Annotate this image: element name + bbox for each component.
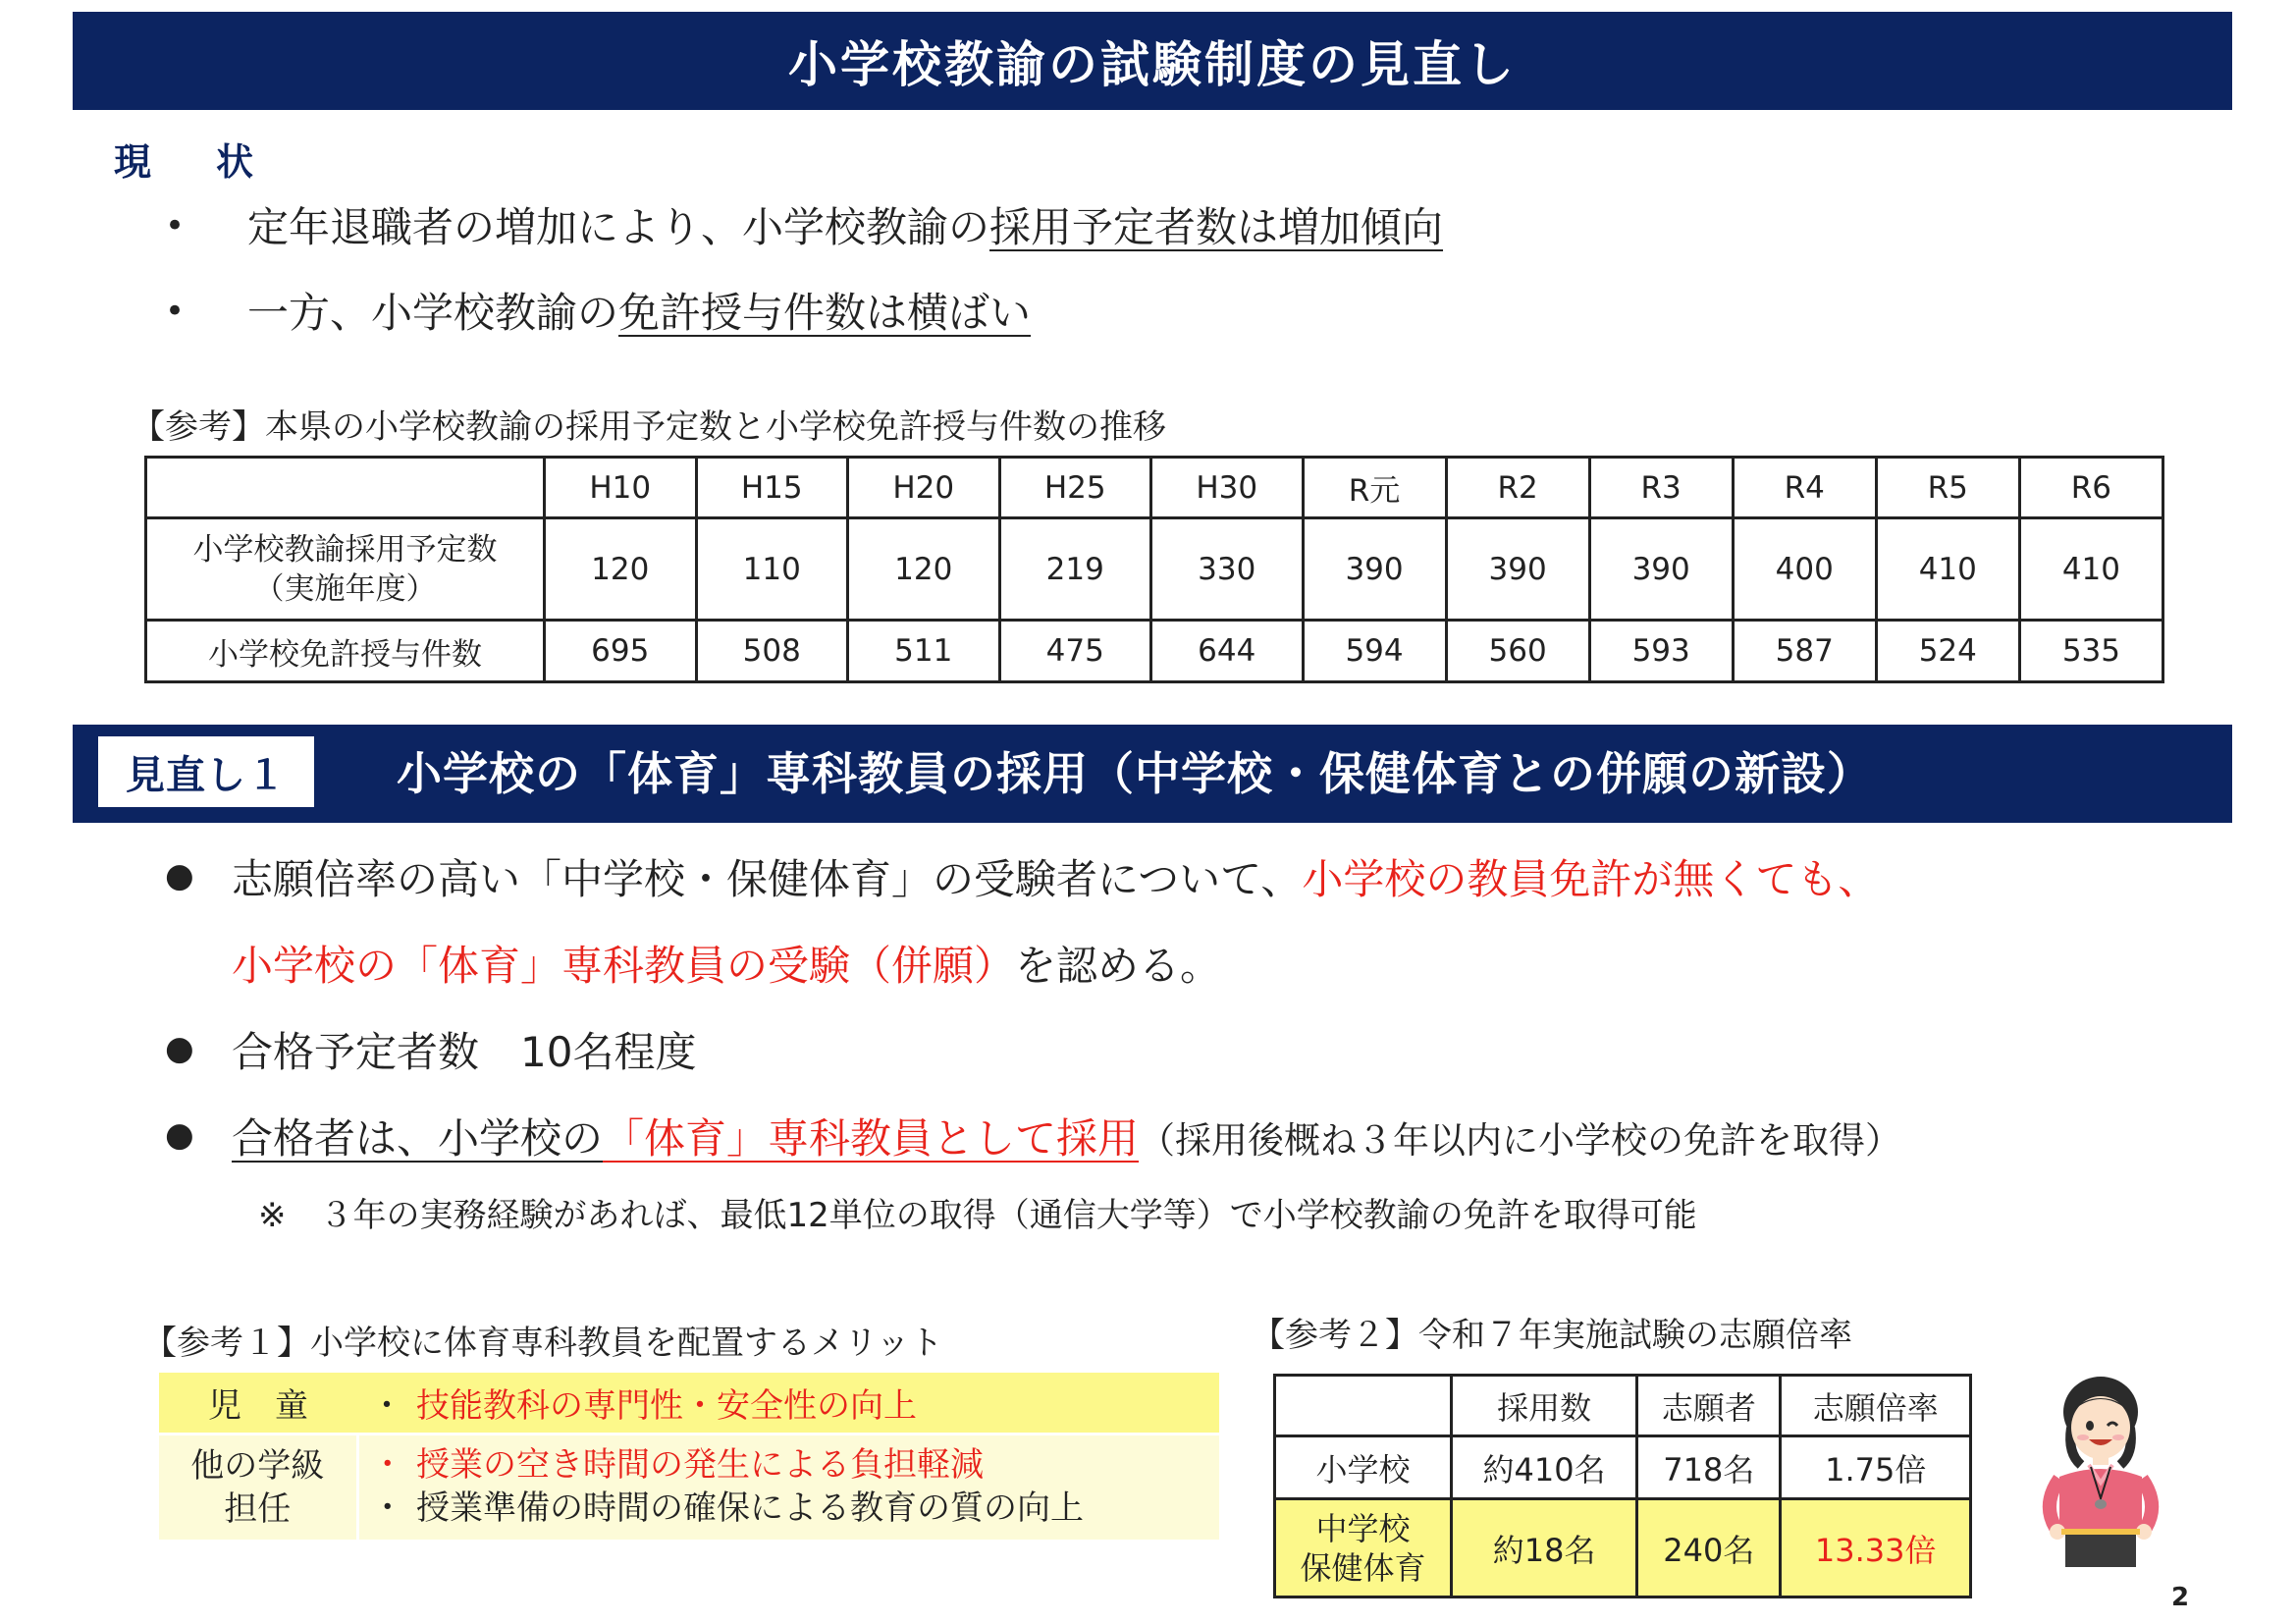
table-cell: 120	[848, 518, 1000, 621]
ratio-header: 志願倍率	[1781, 1376, 1971, 1436]
bullet-dot: ●	[165, 856, 194, 895]
trend-table	[144, 456, 2164, 683]
table-row	[159, 1434, 1219, 1540]
table-cell: 330	[1151, 518, 1304, 621]
section-bullet-2: 合格予定者数 10名程度	[232, 1028, 697, 1076]
table-cell: 587	[1733, 621, 1876, 682]
ratio-row-label: 小学校	[1275, 1436, 1452, 1499]
table-cell: 1.75倍	[1781, 1436, 1971, 1499]
bullet-dot: ●	[165, 1029, 194, 1068]
merit-item: 授業の空き時間の発生による負担軽減	[416, 1444, 984, 1485]
bullet-dot: ●	[165, 1115, 194, 1155]
year-header: R4	[1733, 458, 1876, 518]
year-header: H25	[999, 458, 1151, 518]
table-cell: 594	[1303, 621, 1446, 682]
teacher-illustration-icon	[2032, 1369, 2169, 1570]
table-cell: 400	[1733, 518, 1876, 621]
merit-label-line: 他の学級	[190, 1445, 325, 1486]
merit-dots	[357, 1434, 416, 1540]
table-cell: 410	[1876, 518, 2019, 621]
ratio-header: 志願者	[1637, 1376, 1781, 1436]
section-bullet-1-highlight: 小学校の教員免許が無くても、	[1302, 855, 1880, 903]
table-row	[159, 1373, 1219, 1434]
row-label-line: （実施年度）	[253, 570, 437, 607]
bullet-dot: •	[165, 206, 186, 245]
year-header: H15	[696, 458, 848, 518]
page-title: 小学校教諭の試験制度の見直し	[788, 36, 1517, 93]
title-banner	[73, 12, 2232, 110]
ratio-row-label-line: 保健体育	[1300, 1548, 1426, 1587]
table-cell: 508	[696, 621, 848, 682]
year-header: R元	[1303, 458, 1446, 518]
merit-dot: ・	[370, 1488, 404, 1528]
row-label	[146, 518, 545, 621]
trend-caption: 【参考】本県の小学校教諭の採用予定数と小学校免許授与件数の推移	[132, 407, 1166, 447]
table-row	[146, 621, 2163, 682]
table-cell: 13.33倍	[1781, 1499, 1971, 1597]
table-cell: 560	[1446, 621, 1589, 682]
current-bullet-1	[247, 198, 1443, 257]
current-bullet-2	[247, 284, 1031, 343]
page-number: 2	[2171, 1583, 2190, 1612]
table-cell: 475	[999, 621, 1151, 682]
current-heading: 現 状	[114, 140, 268, 184]
ref1-caption: 【参考１】小学校に体育専科教員を配置するメリット	[143, 1324, 943, 1363]
table-cell: 120	[545, 518, 697, 621]
ratio-table	[1273, 1374, 1972, 1598]
current-bullet-1-underlined: 採用予定者数は増加傾向	[989, 203, 1444, 251]
table-row	[1275, 1436, 1971, 1499]
year-header: H10	[545, 458, 697, 518]
merit-label	[159, 1434, 357, 1540]
note: ※ ３年の実務経験があれば、最低12単位の取得（通信大学等）で小学校教諭の免許を取得可能	[258, 1196, 1697, 1235]
trend-header-row	[146, 458, 2163, 518]
table-cell: 約410名	[1452, 1436, 1637, 1499]
row-label-line: 小学校教諭採用予定数	[192, 531, 498, 568]
merit-label: 児 童	[208, 1385, 308, 1426]
merit-items	[416, 1434, 1219, 1540]
section-bullet-1-line2-highlight: 小学校の「体育」専科教員の受験（併願）	[232, 942, 1016, 990]
ratio-header: 採用数	[1452, 1376, 1637, 1436]
trend-corner-cell	[146, 458, 545, 518]
section-banner	[73, 725, 2232, 823]
table-cell: 535	[2019, 621, 2163, 682]
section-bullet-1-line2	[232, 937, 1221, 996]
bullet-dot: •	[165, 292, 186, 331]
ratio-row-label-line: 中学校	[1315, 1509, 1411, 1547]
table-cell: 240名	[1637, 1499, 1781, 1597]
table-cell: 410	[2019, 518, 2163, 621]
year-header: R3	[1589, 458, 1733, 518]
table-cell: 390	[1303, 518, 1446, 621]
current-bullet-2-underlined: 免許授与件数は横ばい	[618, 289, 1032, 337]
table-cell: 718名	[1637, 1436, 1781, 1499]
table-cell: 511	[848, 621, 1000, 682]
section-bullet-1	[232, 850, 1879, 909]
year-header: R2	[1446, 458, 1589, 518]
table-cell: 524	[1876, 621, 2019, 682]
table-row	[1275, 1499, 1971, 1597]
table-cell: 390	[1589, 518, 1733, 621]
section-bullet-3	[232, 1110, 1901, 1170]
table-cell: 219	[999, 518, 1151, 621]
section-bullet-1-text: 志願倍率の高い「中学校・保健体育」の受験者について、	[232, 855, 1303, 903]
row-label: 小学校免許授与件数	[146, 621, 545, 682]
ratio-header-row	[1275, 1376, 1971, 1436]
section-title: 小学校の「体育」専科教員の採用（中学校・保健体育との併願の新設）	[397, 747, 1873, 800]
table-cell: 644	[1151, 621, 1304, 682]
section-bullet-3-highlight: 「体育」専科教員として採用	[603, 1114, 1140, 1163]
current-bullet-2-text: 一方、小学校教諭の	[247, 289, 619, 337]
section-bullet-3-underlined: 合格者は、小学校の	[232, 1114, 604, 1163]
table-row	[146, 518, 2163, 621]
section-bullet-1-line2-text: を認める。	[1015, 942, 1222, 990]
merit-dot: ・	[370, 1444, 404, 1485]
year-header: H30	[1151, 458, 1304, 518]
merit-label-line: 担任	[224, 1489, 292, 1529]
section-bullet-3-suffix: （採用後概ね３年以内に小学校の免許を取得）	[1139, 1119, 1902, 1162]
merit-item: 技能教科の専門性・安全性の向上	[416, 1385, 917, 1426]
table-cell: 390	[1446, 518, 1589, 621]
table-cell: 110	[696, 518, 848, 621]
year-header: R6	[2019, 458, 2163, 518]
year-header: H20	[848, 458, 1000, 518]
merit-dot: ・	[370, 1385, 403, 1426]
table-cell: 593	[1589, 621, 1733, 682]
merit-table	[159, 1373, 1219, 1540]
merit-item: 授業準備の時間の確保による教育の質の向上	[416, 1488, 1084, 1528]
ratio-row-label	[1275, 1499, 1452, 1597]
ref2-caption: 【参考２】令和７年実施試験の志願倍率	[1252, 1316, 1852, 1355]
current-bullet-1-text: 定年退職者の増加により、小学校教諭の	[247, 203, 990, 251]
section-tag: 見直し１	[98, 736, 314, 807]
year-header: R5	[1876, 458, 2019, 518]
ratio-header	[1275, 1376, 1452, 1436]
table-cell: 695	[545, 621, 697, 682]
table-cell: 約18名	[1452, 1499, 1637, 1597]
